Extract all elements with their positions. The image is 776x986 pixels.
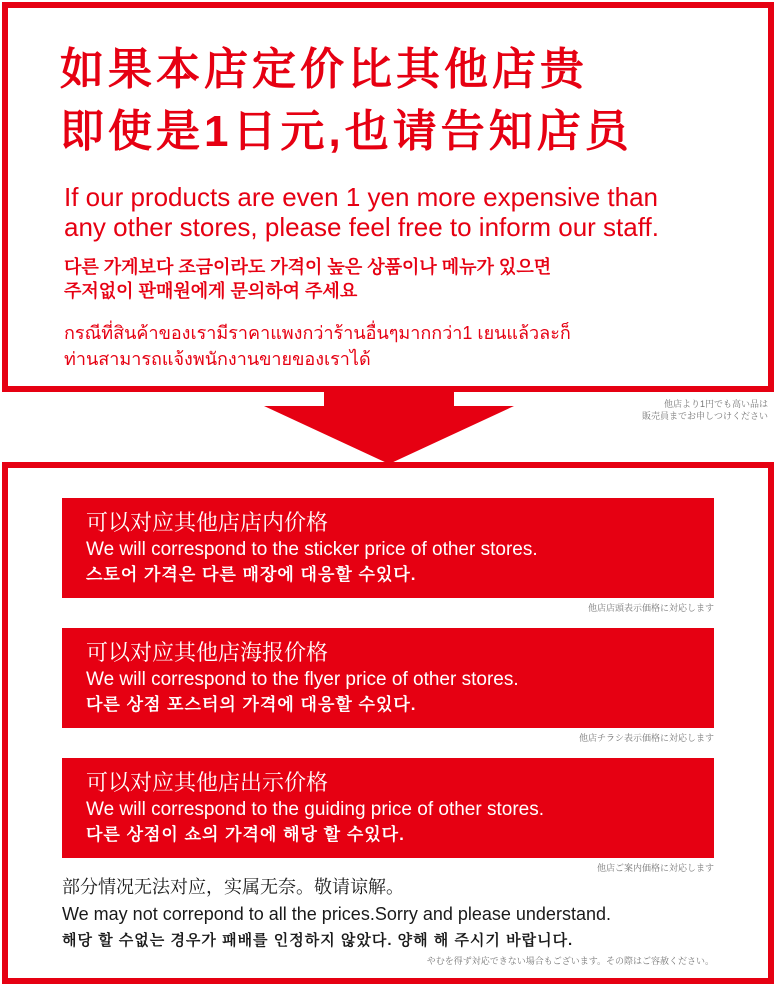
banner-jp-note: 他店ご案内価格に対応します — [596, 863, 714, 873]
arrow-jp-note — [642, 398, 768, 422]
th-notice-line2: ท่านสามารถแจ้งพนักงานขายของเราได้ — [64, 349, 371, 369]
cn-headline-line1: 如果本店定价比其他店贵 — [60, 45, 588, 94]
footer-ko-text: 해당 할 수없는 경우가 패배를 인정하지 않았다. 양해 해 주시기 바랍니다. — [62, 932, 574, 949]
banner-jp-note: 他店店頭表示価格に対応します — [587, 603, 714, 613]
top-notice-box — [2, 2, 774, 392]
footer-jp-note: やむを得ず対応できない場合もございます。その際はご容赦ください。 — [426, 956, 714, 966]
policy-banner-guiding-price — [62, 758, 714, 858]
ko-notice-line1: 다른 가게보다 조금이라도 가격이 높은 상품이나 메뉴가 있으면 — [64, 257, 552, 277]
arrow-jp-note-line1: 他店より1円でも高い品は — [663, 399, 768, 409]
arrow-jp-note-line2: 販売員までお申しつけください — [641, 411, 768, 421]
cn-headline-line2: 即使是1日元,也请告知店员 — [60, 107, 633, 156]
down-arrow-icon — [264, 392, 514, 464]
banner-ko-text: 스토어 가격은 다른 매장에 대응할 수있다. — [86, 565, 417, 584]
banner-ko-text: 다른 상점 포스터의 가격에 대응할 수있다. — [86, 695, 417, 714]
policy-banner-flyer-price — [62, 628, 714, 728]
banner-jp-note: 他店チラシ表示価格に対応します — [578, 733, 714, 743]
policy-banner-sticker-price — [62, 498, 714, 598]
banner-en-text: We will correspond to the sticker price of other stores. — [86, 539, 538, 560]
footer-cn-text: 部分情况无法对应，实属无奈。敬请谅解。 — [62, 877, 404, 897]
en-notice-line2: any other stores, please feel free to inform our staff. — [64, 212, 659, 242]
banner-ko-text: 다른 상점이 쇼의 가격에 해당 할 수있다. — [86, 825, 405, 844]
footer-en-text: We may not correpond to all the prices.Sorry and please understand. — [62, 904, 611, 924]
banner-en-text: We will correspond to the flyer price of other stores. — [86, 669, 519, 690]
banner-cn-text: 可以对应其他店店内价格 — [86, 510, 329, 535]
banner-cn-text: 可以对应其他店海报价格 — [86, 640, 329, 665]
banner-en-text: We will correspond to the guiding price of other stores. — [86, 799, 544, 820]
ko-notice-line2: 주저없이 판매원에게 문의하여 주세요 — [64, 281, 358, 301]
en-notice-line1: If our products are even 1 yen more expensive than — [64, 182, 659, 212]
th-notice-line1: กรณีที่สินค้าของเรามีราคาแพงกว่าร้านอื่นๆมากกว่า1 เยนแล้วละก็ — [64, 323, 571, 343]
banner-cn-text: 可以对应其他店出示价格 — [86, 770, 329, 795]
